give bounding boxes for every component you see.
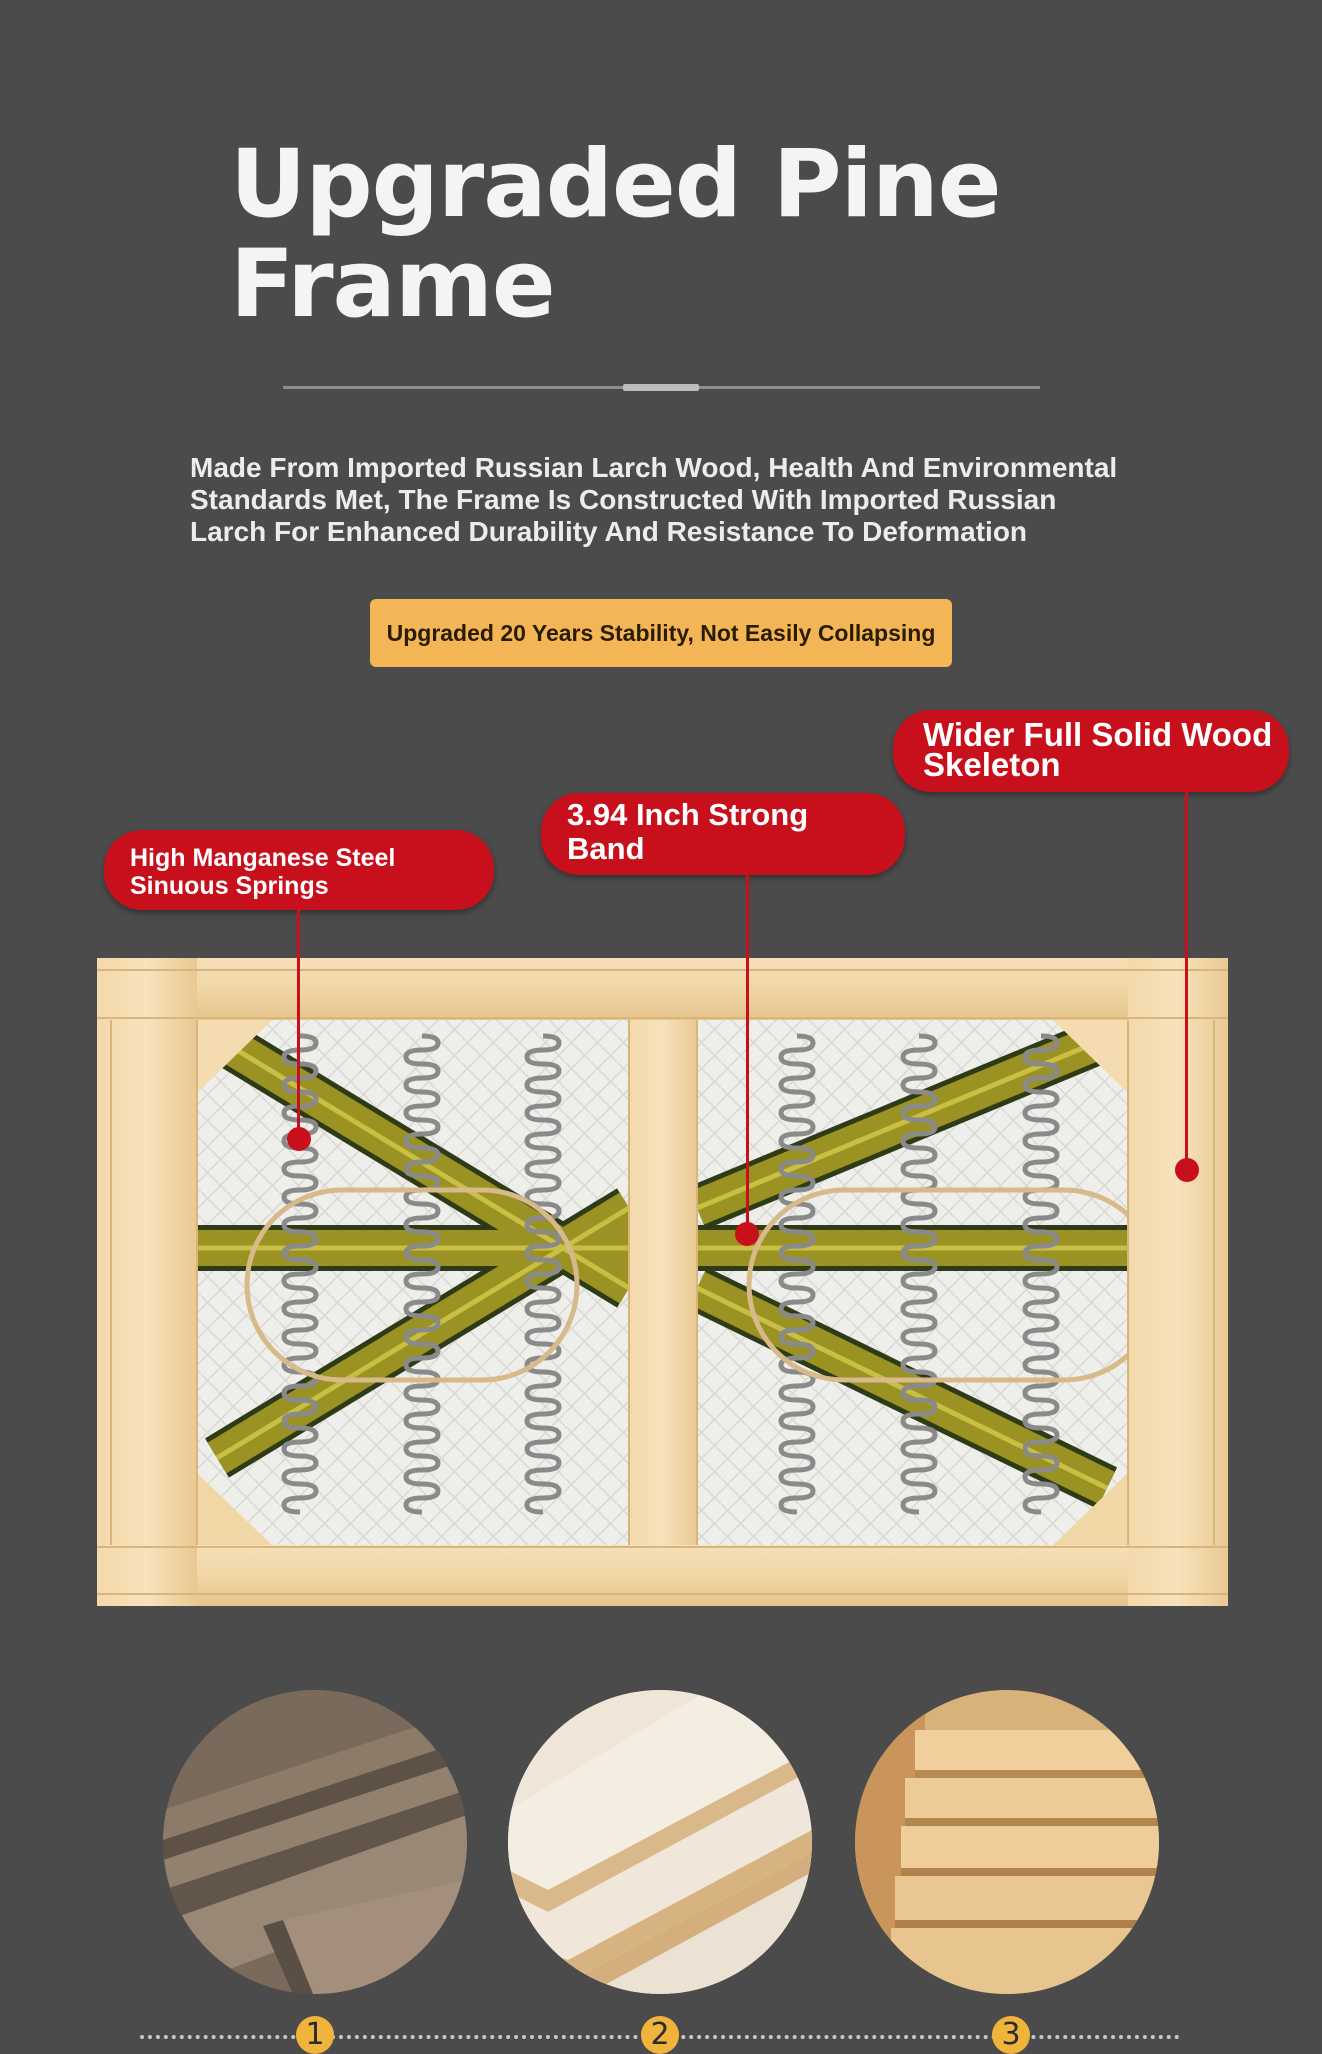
springs-marker-dot <box>287 1127 311 1151</box>
step-marker-3: 3 <box>992 2016 1030 2054</box>
title-line-2: Frame <box>230 230 555 339</box>
band-marker-dot <box>735 1222 759 1246</box>
callout-springs-line-1: High Manganese Steel <box>130 844 396 872</box>
band-leader-line <box>746 874 749 1234</box>
divider-knob <box>623 384 699 391</box>
description-line-2: Standards Met, The Frame Is Constructed With Imported Russian <box>190 484 1057 515</box>
callout-skeleton-line-2: Skeleton <box>923 746 1061 783</box>
callout-skeleton <box>893 710 1289 792</box>
title-line-1: Upgraded Pine <box>230 130 1001 239</box>
material-fiberboard-image <box>163 1690 467 1994</box>
description-line-1: Made From Imported Russian Larch Wood, Health And Environmental <box>190 452 1118 483</box>
product-description <box>190 452 1170 548</box>
callout-band-line-1: 3.94 Inch Strong <box>567 797 809 832</box>
skeleton-leader-line <box>1185 790 1188 1170</box>
callout-band-line-2: Band <box>567 831 645 866</box>
callout-skeleton-line-1: Wider Full Solid Wood <box>923 716 1273 753</box>
step-marker-2: 2 <box>641 2016 679 2054</box>
material-mdf-board-image <box>508 1690 812 1994</box>
step-marker-1: 1 <box>296 2016 334 2054</box>
description-line-3: Larch For Enhanced Durability And Resistance To Deformation <box>190 516 1028 547</box>
skeleton-marker-dot <box>1175 1158 1199 1182</box>
page-title <box>230 130 1030 339</box>
callout-springs-line-2: Sinuous Springs <box>130 872 329 900</box>
stability-badge: Upgraded 20 Years Stability, Not Easily Collapsing <box>370 599 952 667</box>
callout-band <box>541 793 905 875</box>
pine-frame-illustration <box>97 958 1228 1606</box>
callout-springs <box>104 830 494 910</box>
springs-leader-line <box>297 908 300 1140</box>
material-solid-wood-image <box>855 1690 1159 1994</box>
